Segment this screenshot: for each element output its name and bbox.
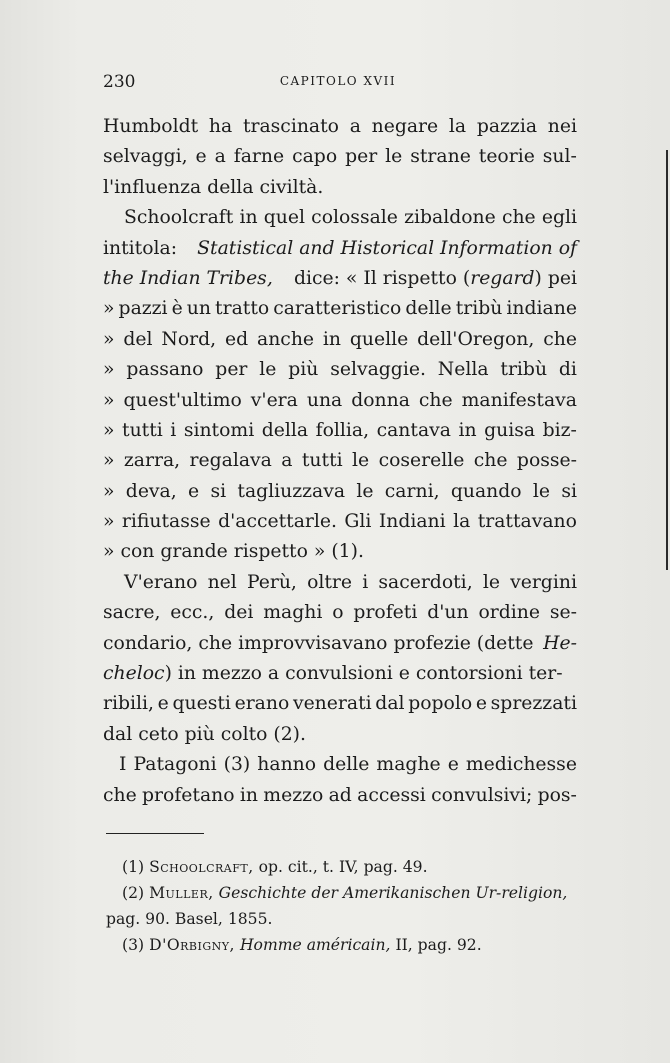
text-line [103,598,577,628]
footnote-rule [106,833,204,834]
text-line [103,507,577,537]
word: la [453,511,471,533]
word: e [475,693,487,715]
word: tribù [455,298,503,320]
word: ordine [478,602,540,624]
word: dei [224,602,254,624]
word: » [103,389,115,411]
word: è [171,298,183,320]
word: negare [371,116,439,137]
word: erano [234,693,290,715]
word: sul- [542,146,577,168]
word: sprezzati [490,693,577,715]
word: le [356,480,374,502]
word: donna [351,389,410,411]
word: medichesse [465,754,577,776]
word: tagliuzzava [237,480,346,502]
word: popolo [408,693,473,715]
word: » [103,450,115,472]
footnote-2: (2) Muller, Geschichte der Amerikanischen Ur-religion, [122,884,568,902]
footnote-1: (1) Schoolcraft, op. cit., t. IV, pag. 49. [122,858,428,876]
word: I [119,754,127,776]
word: più [288,359,319,381]
text-line [103,446,577,476]
word: e [195,146,207,168]
word: farne [233,146,285,168]
word: per [345,146,378,168]
text-line: » con grande rispetto » (1). [103,541,364,563]
word: pazzi [118,298,168,320]
word: dal [375,693,405,715]
word: coserelle [378,450,465,472]
word: colossale [311,207,398,229]
word: della [261,419,309,441]
word: ed [225,328,249,350]
word: i [362,571,369,593]
word: se- [549,602,577,624]
text-line: condario, che improvvisavano profezie (dette He- [103,632,577,654]
word: e [188,480,200,502]
word: quelle [349,328,409,350]
word: » [103,419,115,441]
text-line [103,689,577,719]
page-number: 230 [103,72,136,92]
word: questi [172,693,231,715]
text-line [103,294,577,324]
text-line: l'influenza della civiltà. [103,176,324,198]
word: mezzo [263,784,324,806]
word: a [214,146,226,168]
word: egli [541,207,577,229]
word: anche [257,328,315,350]
word: teorie [478,146,535,168]
word: selvaggi, [103,146,188,168]
word: per [215,359,248,381]
word: del [123,328,153,350]
text-line [103,203,577,233]
word: carni, [384,480,440,502]
word: Gli [344,511,372,533]
word: profetano [142,784,235,806]
word: tribù [500,359,548,381]
word: tratto [215,298,270,320]
word: posse- [516,450,577,472]
word: ha [208,116,233,137]
word: maghe [376,754,441,776]
word: nei [547,116,577,137]
word: » [103,480,115,502]
word: Schoolcraft [124,207,234,229]
word: strane [410,146,471,168]
text-line [103,750,577,780]
word: guisa [484,419,536,441]
word: o [332,602,344,624]
word: V'erano [124,571,198,593]
book-title: the Indian Tribes, [103,267,273,289]
word: follia, [315,419,370,441]
word: i [170,419,177,441]
text-line [103,325,577,355]
word: un [186,298,211,320]
word: deva, [125,480,177,502]
text-line [103,355,577,385]
word: le [482,571,500,593]
word: in [239,207,258,229]
text-line: dal ceto più colto (2). [103,723,306,745]
text-line [103,568,577,598]
word: quando [450,480,522,502]
word: in [458,419,477,441]
text-line: intitola: Statistical and Historical Information of [103,234,577,264]
word: » [103,359,115,381]
word: dell'Oregon, [417,328,535,350]
word: rifiutasse [121,511,211,533]
word: le [532,480,551,502]
word: e [157,693,169,715]
word: ecc., [170,602,215,624]
word: caratteristico [273,298,402,320]
word: Nord, [161,328,217,350]
word: che [501,207,536,229]
word: d'accettarle. [218,511,337,533]
text-line [103,477,577,507]
word: trascinato [242,116,339,137]
word: nel [207,571,237,593]
word: selvaggie. [330,359,426,381]
word: Indiani [378,511,446,533]
word: sacerdoti, [378,571,473,593]
word: tutti [301,450,343,472]
word: si [210,480,227,502]
body-text [103,112,577,811]
text-line [103,416,577,446]
word: Humboldt [103,116,199,137]
text-line [103,142,577,172]
word: » [103,511,115,533]
word: quest'ultimo [123,389,242,411]
word: hanno [257,754,317,776]
word: Patagoni [133,754,217,776]
word: le [352,450,370,472]
word: si [561,480,577,502]
word: pazzia [476,116,538,137]
word: maghi [263,602,323,624]
word: profeti [353,602,418,624]
word: venerati [292,693,372,715]
word: indiane [506,298,577,320]
word: passano [126,359,204,381]
word: ribili, [103,693,154,715]
word: d'un [427,602,469,624]
word: le [259,359,277,381]
word: cantava [376,419,451,441]
word: convulsivi; [431,784,533,806]
word: e [447,754,459,776]
book-title: Statistical and Historical Information of [197,237,577,259]
word: ad [328,784,352,806]
word: sacre, [103,602,161,624]
word: che [543,328,577,350]
running-title: CAPITOLO XVII [279,74,397,88]
word: pos- [537,784,577,806]
word: capo [292,146,338,168]
word: in [322,328,342,350]
word: che [103,784,137,806]
text-line [103,781,577,811]
word: a [281,450,293,472]
word: sintomi [183,419,255,441]
word: Nella [437,359,489,381]
word: » [103,328,115,350]
footnote-2-continued: pag. 90. Basel, 1855. [106,910,273,928]
text-line [103,386,577,416]
text-line: the Indian Tribes, dice: « Il rispetto (regard) pei [103,264,577,294]
page-edge-line [666,150,668,570]
word: una [306,389,343,411]
word: che [473,450,508,472]
word: oltre [307,571,353,593]
word: a [349,116,361,137]
word: vergini [510,571,577,593]
word: manifestava [461,389,577,411]
word: la [448,116,467,137]
word: » [103,298,115,320]
word: v'era [250,389,298,411]
word: tutti [122,419,163,441]
text-line [103,112,577,142]
page-header [103,72,573,94]
word: Perù, [246,571,297,593]
word: in [239,784,258,806]
word: che [418,389,453,411]
word: le [385,146,403,168]
word: zibaldone [404,207,496,229]
word: (3) [223,754,251,776]
footnote-3: (3) D'Orbigny, Homme américain, II, pag. 92. [122,936,482,954]
word: accessi [357,784,426,806]
word: trattavano [477,511,577,533]
word: di [558,359,577,381]
word: regalava [189,450,272,472]
word: biz- [542,419,577,441]
word: delle [405,298,452,320]
word: delle [323,754,370,776]
word: zarra, [123,450,181,472]
text-line: cheloc) in mezzo a convulsioni e contorsioni ter- [103,663,563,685]
word: quel [263,207,305,229]
footnotes [106,854,576,958]
